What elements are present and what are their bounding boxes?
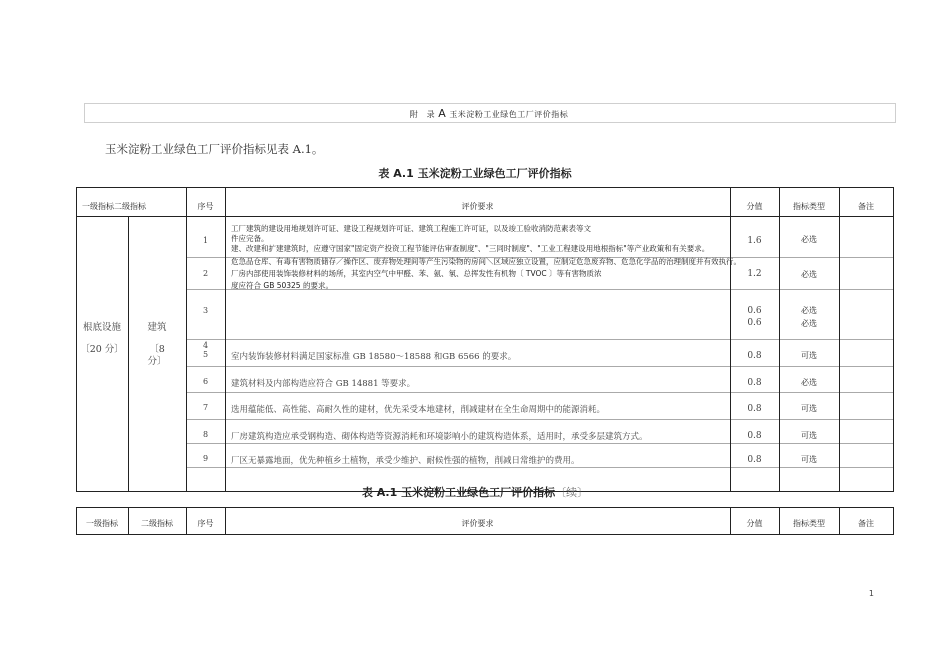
table1-col-divider [779, 187, 780, 492]
row5-requirement: 室内装饰装修材料满足国家标准 GB 18580～18588 和GB 6566 的要求。 [231, 352, 517, 362]
requirement-text-line: 度应符合 GB 50325 的要求。 [231, 281, 333, 290]
row1-score: 1.6 [747, 236, 762, 246]
table1-col-divider [730, 187, 731, 492]
table1-row-rule [186, 366, 894, 367]
table1-row-rule [186, 419, 894, 420]
table2-header-score: 分值 [746, 519, 763, 528]
row9-requirement: 厂区无暴露地面，优先种植乡土植物，承受少维护、耐候性强的植物，削减日常维护的费用。 [231, 456, 580, 466]
row2-type: 必选 [801, 270, 817, 279]
table1-col-divider [839, 187, 840, 492]
table1-caption: 表 A.1 玉米淀粉工业绿色工厂评价指标 [378, 167, 572, 180]
header-seq: 序号 [197, 202, 214, 211]
row3-seq: 3 [202, 306, 209, 315]
header-requirement: 评价要求 [461, 202, 494, 211]
header-level1-level2: 一级指标二级指标 [82, 202, 146, 211]
requirement-text-line: 建、改建和扩建建筑时，应遵守国家"固定资产投资工程节能评估审查制度"、"三同时制度"、"工业工程建设用地根指标"等产业政策和有关要求。 [231, 244, 710, 253]
table2-caption [0, 484, 950, 500]
level2-points-b: 分〕 [147, 356, 167, 367]
table2-header-note: 备注 [858, 519, 874, 528]
appendix-letter: A [438, 107, 447, 120]
row6-score: 0.8 [747, 378, 762, 388]
table2-caption-main: 表 A.1 玉米淀粉工业绿色工厂评价指标 [361, 486, 556, 499]
row9-seq: 9 [202, 454, 209, 463]
requirement-text-line: 工厂建筑的建设用地规划许可证、建设工程规划许可证、建筑工程施工许可证，以及竣工验收消防范素表等文 [231, 224, 591, 233]
row6-requirement: 建筑材料及内部构造应符合 GB 14881 等要求。 [231, 379, 416, 389]
row1-seq: 1 [202, 236, 209, 245]
table2-border-right [893, 507, 894, 535]
table2-caption-continued: 〔续〕 [555, 486, 589, 499]
table2-header-seq: 序号 [197, 519, 214, 528]
row8-score: 0.8 [747, 431, 762, 441]
row7-requirement: 选用蕴能低、高性能、高耐久性的建材，优先采受本地建材，削减建材在全生命周期中的能源消耗。 [231, 405, 606, 415]
table1-col-divider [186, 187, 187, 492]
row2-score: 1.2 [747, 269, 762, 279]
row6-seq: 6 [202, 377, 209, 386]
table1-top-rule [76, 187, 894, 188]
row7-seq: 7 [202, 403, 209, 412]
table1-row-rule [186, 443, 894, 444]
row5-seq: 5 [202, 350, 209, 359]
table1-col-divider [225, 187, 226, 492]
requirement-text-line: 厂房内部使用装饰装修材料的场所，其室内空气中甲醛、苯、氨、氡、总挥发性有机物〔 TVOC 〕等有害物质浓 [231, 269, 602, 278]
requirement-text-line: 件应完备。 [231, 234, 269, 243]
running-header [84, 107, 894, 120]
row7-score: 0.8 [747, 404, 762, 414]
table2-bottom-rule [76, 534, 894, 535]
row5-score: 0.8 [747, 351, 762, 361]
row4-seq: 4 [202, 341, 209, 350]
appendix-prefix: 附 录 [409, 110, 436, 119]
table1-row-rule [186, 467, 894, 468]
table1-row-rule [186, 392, 894, 393]
table2-top-rule [76, 507, 894, 508]
table1-header-rule [76, 216, 894, 217]
row3-type: 必选 [801, 306, 817, 315]
level2-name: 建筑 [147, 322, 167, 333]
row8-requirement: 厂房建筑构造应承受钢构造、砌体构造等资源消耗和环境影响小的建筑构造体系，适用时，承受多层建筑方式。 [231, 432, 648, 442]
row9-score: 0.8 [747, 455, 762, 465]
header-score: 分值 [746, 202, 763, 211]
row3-type-overlap: 必选 [801, 319, 817, 328]
row8-seq: 8 [202, 430, 209, 439]
row7-type: 可选 [801, 404, 817, 413]
requirement-text-line: 危急品仓库、有毒有害物质储存／操作区、废弃物处理间等产生污染物的房间＼区域应独立设置，应制定危急废弃物、危急化学品的治理制度并有效执行。 [231, 257, 741, 266]
appendix-title: 玉米淀粉工业绿色工厂评价指标 [449, 110, 569, 119]
row3-score: 0.6 [747, 306, 762, 316]
row2-seq: 2 [202, 269, 209, 278]
row8-type: 可选 [801, 431, 817, 440]
table2-header-requirement: 评价要求 [461, 519, 494, 528]
header-type: 指标类型 [793, 202, 825, 211]
row6-type: 必选 [801, 378, 817, 387]
row1-type: 必选 [801, 235, 817, 244]
row9-type: 可选 [801, 455, 817, 464]
table2-header-level1: 一级指标 [86, 519, 118, 528]
table2-header-level2: 二级指标 [141, 519, 173, 528]
table2-header-type: 指标类型 [793, 519, 825, 528]
row5-type: 可选 [801, 351, 817, 360]
row3-score-overlap: 0.6 [747, 318, 762, 328]
intro-paragraph: 玉米淀粉工业绿色工厂评价指标见表 A.1。 [105, 142, 324, 156]
table1-border-right [893, 187, 894, 492]
level1-name: 根底设施 [82, 322, 121, 333]
page-number: 1 [868, 589, 874, 598]
table1-border-left [76, 187, 77, 492]
table1-row-rule [186, 339, 894, 340]
header-note: 备注 [858, 202, 874, 211]
level2-points-a: 〔8 [149, 344, 165, 355]
level1-points: 〔20 分〕 [80, 344, 124, 355]
